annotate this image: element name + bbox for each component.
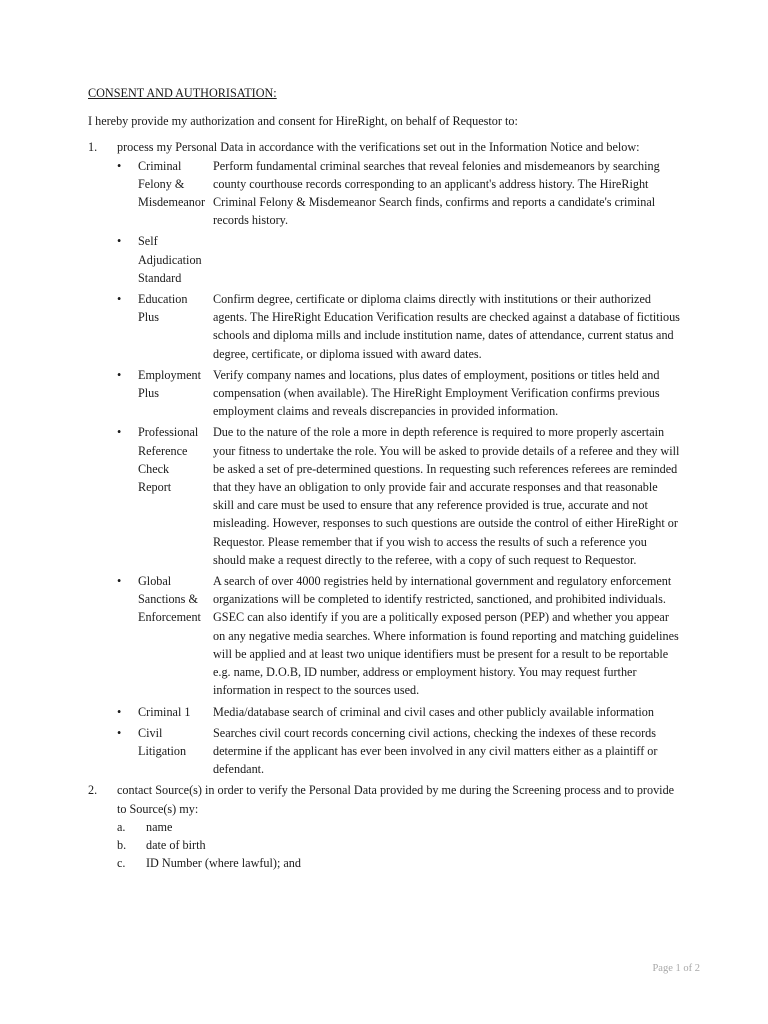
numbered-item-2	[88, 781, 680, 872]
bullet-icon: •	[117, 704, 122, 719]
item-letter: c.	[117, 856, 126, 871]
verification-description: Due to the nature of the role a more in depth reference is required to more properly ascertain your fitness to undertake the role. You will be asked to provide details of a referee and they will be asked a set of pre-determined questions. In requesting such references referees are reminded that they have an obligation to only provide fair and accurate responses and that reasonable skill and care must be used to ensure that any reference provided is true, accurate and not misleading. However, responses to such questions are outside the control of either HireRight or Requestor. Please remember that if you wish to access the results of such a reference you should make a request directly to the referee, with a copy of such request to Requestor.	[213, 425, 680, 567]
verification-term: Professional Reference Check Report	[138, 425, 199, 495]
item-label: ID Number (where lawful); and	[146, 856, 301, 871]
bullet-icon: •	[117, 425, 122, 440]
numbered-item-1	[88, 138, 680, 778]
verification-description: Verify company names and locations, plus dates of employment, positions or titles held and compensation (when available). The HireRight Employment Verification confirms previous employment claims and reveals discrepancies in provided information.	[213, 367, 660, 419]
intro-paragraph: I hereby provide my authorization and consent for HireRight, on behalf of Requestor to:	[88, 114, 518, 129]
item-text: process my Personal Data in accordance with the verifications set out in the Information Notice and below:	[117, 140, 640, 155]
verification-term: Global Sanctions & Enforcement	[138, 574, 201, 625]
verification-item	[117, 157, 680, 230]
verification-item	[117, 366, 680, 421]
verification-description: Media/database search of criminal and civil cases and other publicly available information	[213, 704, 654, 719]
bullet-icon: •	[117, 292, 122, 307]
verification-term: Criminal 1	[138, 704, 191, 719]
item-letter: b.	[117, 837, 127, 852]
verification-item	[117, 290, 680, 363]
bullet-icon: •	[117, 367, 122, 382]
section-heading: CONSENT AND AUTHORISATION:	[88, 86, 277, 100]
verification-item	[117, 572, 680, 699]
source-data-item	[117, 854, 680, 872]
verification-item	[117, 703, 680, 721]
source-data-item	[117, 836, 680, 854]
verification-description: A search of over 4000 registries held by international government and regulatory enforcement organizations will be completed to identify restricted, sanctioned, and prohibited individuals. GSEC can also identify if you are a politically exposed person (PEP) and whether you appear on any negative media searches. Where information is found reporting and matching guidelines will be applied and at least two unique identifiers must be present for a result to be reportable e.g. name, D.O.B, ID number, address or employment history. You may request further information in respect to the sources used.	[213, 574, 679, 698]
bullet-icon: •	[117, 574, 122, 589]
verification-description: Confirm degree, certificate or diploma claims directly with institutions or their authorized agents. The HireRight Education Verification results are checked against a database of fictitious schools and diploma mills and include institution name, dates of attendance, current status and degree, certificate, or diploma issued with award dates.	[213, 292, 680, 361]
verification-description: Perform fundamental criminal searches that reveal felonies and misdemeanors by searching county courthouse records corresponding to an applicant's address history. The HireRight Criminal Felony & Misdemeanor Search finds, confirms and reports a candidate's criminal records history.	[213, 158, 660, 228]
verification-term: Self Adjudication Standard	[138, 234, 202, 285]
source-data-item	[117, 818, 680, 836]
verification-list	[117, 157, 680, 779]
item-label: date of birth	[146, 837, 206, 852]
verification-item	[117, 423, 680, 569]
item-label: name	[146, 819, 173, 834]
item-text: contact Source(s) in order to verify the Personal Data provided by me during the Screening process and to provide to Source(s) my:	[117, 783, 675, 816]
verification-description: Searches civil court records concerning civil actions, checking the indexes of these records determine if the applicant has ever been involved in any civil matters either as a plaintiff or defendant.	[213, 725, 658, 777]
verification-item	[117, 232, 680, 287]
bullet-icon: •	[117, 158, 122, 173]
verification-term: Civil Litigation	[138, 725, 187, 758]
verification-term: Education Plus	[138, 292, 188, 325]
verification-description	[213, 232, 680, 287]
verification-term: Criminal Felony & Misdemeanor	[138, 158, 206, 210]
item-letter: a.	[117, 819, 126, 834]
bullet-icon: •	[117, 725, 122, 740]
source-data-list	[117, 818, 680, 873]
verification-term: Employment Plus	[138, 367, 201, 401]
item-number: 2.	[88, 783, 98, 798]
page-number: Page 1 of 2	[652, 963, 700, 974]
item-number: 1.	[88, 140, 98, 155]
verification-item	[117, 724, 680, 779]
document-page	[88, 84, 680, 872]
bullet-icon: •	[117, 234, 122, 249]
